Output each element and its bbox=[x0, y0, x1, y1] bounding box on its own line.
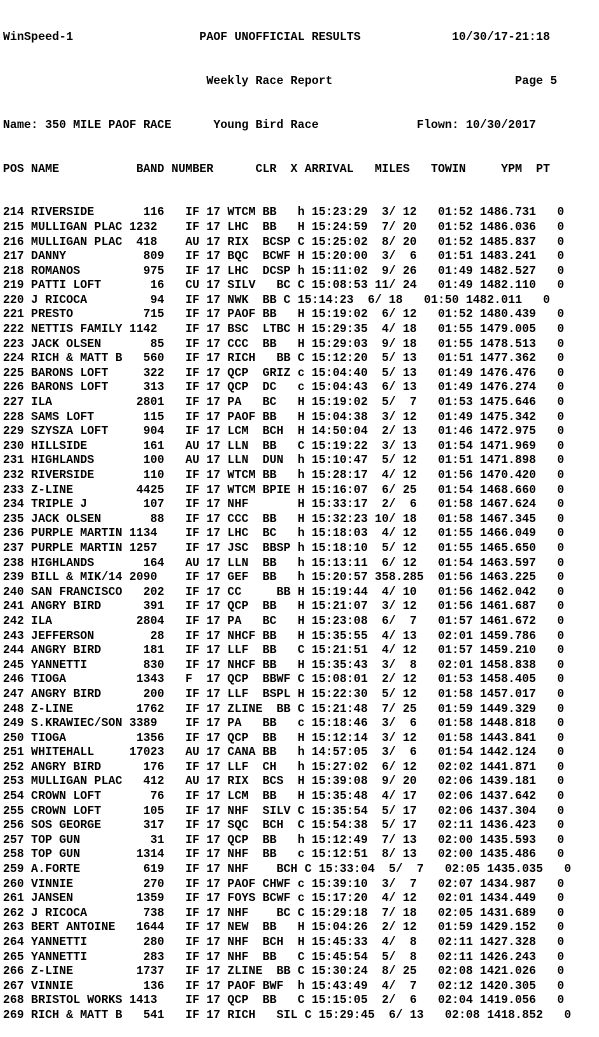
result-row: 234 TRIPLE J 107 IF 17 NHF H 15:33:17 2/ 6 01:58 1467.624 0 bbox=[3, 497, 565, 512]
result-row: 247 ANGRY BIRD 200 IF 17 LLF BSPL H 15:22:30 5/ 12 01:58 1457.017 0 bbox=[3, 686, 565, 701]
report-header-line-3: Name: 350 MILE PAOF RACE Young Bird Race Flown: 10/30/2017 bbox=[3, 117, 537, 132]
result-row: 220 J RICOCA 94 IF 17 NWK BB C 15:14:23 6/ 18 01:50 1482.011 0 bbox=[3, 292, 551, 307]
column-headers: POS NAME BAND NUMBER CLR X ARRIVAL MILES TOWIN YPM PT bbox=[3, 161, 551, 176]
result-row: 238 HIGHLANDS 164 AU 17 LLN BB h 15:13:11 6/ 12 01:54 1463.597 0 bbox=[3, 555, 565, 570]
result-row: 224 RICH & MATT B 560 IF 17 RICH BB C 15:12:20 5/ 13 01:51 1477.362 0 bbox=[3, 351, 565, 366]
result-row: 226 BARONS LOFT 313 IF 17 QCP DC c 15:04:43 6/ 13 01:49 1476.274 0 bbox=[3, 380, 565, 395]
result-row: 233 Z-LINE 4425 IF 17 WTCM BPIE H 15:16:07 6/ 25 01:54 1468.660 0 bbox=[3, 482, 565, 497]
result-row: 245 YANNETTI 830 IF 17 NHCF BB H 15:35:43 3/ 8 02:01 1458.838 0 bbox=[3, 657, 565, 672]
result-row: 237 PURPLE MARTIN 1257 IF 17 JSC BBSP h 15:18:10 5/ 12 01:55 1465.650 0 bbox=[3, 540, 565, 555]
result-row: 229 SZYSZA LOFT 904 IF 17 LCM BCH H 14:50:04 2/ 13 01:46 1472.975 0 bbox=[3, 424, 565, 439]
result-row: 225 BARONS LOFT 322 IF 17 QCP GRIZ c 15:04:40 5/ 13 01:49 1476.476 0 bbox=[3, 365, 565, 380]
result-row: 256 SOS GEORGE 317 IF 17 SQC BCH C 15:54:38 5/ 17 02:11 1436.423 0 bbox=[3, 818, 565, 833]
race-report bbox=[3, 1, 571, 1037]
result-row: 221 PRESTO 715 IF 17 PAOF BB H 15:19:02 6/ 12 01:52 1480.439 0 bbox=[3, 307, 565, 322]
result-row: 215 MULLIGAN PLAC 1232 IF 17 LHC BB H 15:24:59 7/ 20 01:52 1486.036 0 bbox=[3, 219, 565, 234]
result-row: 214 RIVERSIDE 116 IF 17 WTCM BB h 15:23:29 3/ 12 01:52 1486.731 0 bbox=[3, 205, 565, 220]
result-row: 257 TOP GUN 31 IF 17 QCP BB h 15:12:49 7/ 13 02:00 1435.593 0 bbox=[3, 832, 565, 847]
result-row: 236 PURPLE MARTIN 1134 IF 17 LHC BC h 15:18:03 4/ 12 01:55 1466.049 0 bbox=[3, 526, 565, 541]
result-row: 261 JANSEN 1359 IF 17 FOYS BCWF c 15:17:20 4/ 12 02:01 1434.449 0 bbox=[3, 891, 565, 906]
result-row: 244 ANGRY BIRD 181 IF 17 LLF BB C 15:21:51 4/ 12 01:57 1459.210 0 bbox=[3, 643, 565, 658]
result-row: 228 SAMS LOFT 115 IF 17 PAOF BB H 15:04:38 3/ 12 01:49 1475.342 0 bbox=[3, 409, 565, 424]
result-row: 260 VINNIE 270 IF 17 PAOF CHWF c 15:39:10 3/ 7 02:07 1434.987 0 bbox=[3, 876, 565, 891]
result-row: 264 YANNETTI 280 IF 17 NHF BCH H 15:45:33 4/ 8 02:11 1427.328 0 bbox=[3, 935, 565, 949]
result-row: 255 CROWN LOFT 105 IF 17 NHF SILV C 15:35:54 5/ 17 02:06 1437.304 0 bbox=[3, 803, 565, 818]
result-row: 223 JACK OLSEN 85 IF 17 CCC BB H 15:29:03 9/ 18 01:55 1478.513 0 bbox=[3, 336, 565, 351]
result-row: 235 JACK OLSEN 88 IF 17 CCC BB H 15:32:23 10/ 18 01:58 1467.345 0 bbox=[3, 511, 565, 526]
result-row: 219 PATTI LOFT 16 CU 17 SILV BC C 15:08:53 11/ 24 01:49 1482.110 0 bbox=[3, 278, 565, 293]
result-row: 262 J RICOCA 738 IF 17 NHF BC C 15:29:18 7/ 18 02:05 1431.689 0 bbox=[3, 905, 565, 920]
result-row: 218 ROMANOS 975 IF 17 LHC DCSP h 15:11:02 9/ 26 01:49 1482.527 0 bbox=[3, 263, 565, 278]
result-row: 265 YANNETTI 283 IF 17 NHF BB C 15:45:54 5/ 8 02:11 1426.243 0 bbox=[3, 949, 565, 964]
result-row: 231 HIGHLANDS 100 AU 17 LLN DUN h 15:10:47 5/ 12 01:51 1471.898 0 bbox=[3, 453, 565, 468]
result-row: 243 JEFFERSON 28 IF 17 NHCF BB H 15:35:55 4/ 13 02:01 1459.786 0 bbox=[3, 628, 565, 643]
result-row: 239 BILL & MIK/14 2090 IF 17 GEF BB h 15:20:57 358.285 01:56 1463.225 0 bbox=[3, 570, 565, 585]
result-row: 217 DANNY 809 IF 17 BQC BCWF H 15:20:00 3/ 6 01:51 1483.241 0 bbox=[3, 249, 565, 264]
result-row: 268 BRISTOL WORKS 1413 IF 17 QCP BB C 15:15:05 2/ 6 02:04 1419.056 0 bbox=[3, 993, 565, 1008]
result-row: 258 TOP GUN 1314 IF 17 NHF BB c 15:12:51 8/ 13 02:00 1435.486 0 bbox=[3, 847, 565, 862]
result-row: 267 VINNIE 136 IF 17 PAOF BWF h 15:43:49 4/ 7 02:12 1420.305 0 bbox=[3, 978, 565, 993]
result-row: 230 HILLSIDE 161 AU 17 LLN BB C 15:19:22 3/ 13 01:54 1471.969 0 bbox=[3, 438, 565, 453]
result-row: 248 Z-LINE 1762 IF 17 ZLINE BB C 15:21:48 7/ 25 01:59 1449.329 0 bbox=[3, 701, 565, 716]
result-row: 250 TIOGA 1356 IF 17 QCP BB H 15:12:14 3/ 12 01:58 1443.841 0 bbox=[3, 730, 565, 745]
result-row: 240 SAN FRANCISCO 202 IF 17 CC BB H 15:19:44 4/ 10 01:56 1462.042 0 bbox=[3, 584, 565, 599]
result-row: 232 RIVERSIDE 110 IF 17 WTCM BB h 15:28:17 4/ 12 01:56 1470.420 0 bbox=[3, 468, 565, 482]
result-row: 251 WHITEHALL 17023 AU 17 CANA BB h 14:57:05 3/ 6 01:54 1442.124 0 bbox=[3, 745, 565, 760]
result-row: 241 ANGRY BIRD 391 IF 17 QCP BB H 15:21:07 3/ 12 01:56 1461.687 0 bbox=[3, 599, 565, 614]
result-row: 227 ILA 2801 IF 17 PA BC H 15:19:02 5/ 7 01:53 1475.646 0 bbox=[3, 395, 565, 410]
report-header-line-1: WinSpeed-1 PAOF UNOFFICIAL RESULTS 10/30/17-21:18 bbox=[3, 30, 551, 45]
result-row: 246 TIOGA 1343 F 17 QCP BBWF C 15:08:01 2/ 12 01:53 1458.405 0 bbox=[3, 672, 565, 687]
results-table bbox=[3, 205, 571, 1022]
result-row: 242 ILA 2804 IF 17 PA BC H 15:23:08 6/ 7 01:57 1461.672 0 bbox=[3, 613, 565, 628]
result-row: 266 Z-LINE 1737 IF 17 ZLINE BB C 15:30:24 8/ 25 02:08 1421.026 0 bbox=[3, 964, 565, 979]
result-row: 249 S.KRAWIEC/SON 3389 IF 17 PA BB c 15:18:46 3/ 6 01:58 1448.818 0 bbox=[3, 716, 565, 731]
result-row: 253 MULLIGAN PLAC 412 AU 17 RIX BCS H 15:39:08 9/ 20 02:06 1439.181 0 bbox=[3, 774, 565, 789]
result-row: 216 MULLIGAN PLAC 418 AU 17 RIX BCSP C 15:25:02 8/ 20 01:52 1485.837 0 bbox=[3, 234, 565, 249]
report-header-line-2: Weekly Race Report Page 5 bbox=[3, 73, 558, 88]
result-row: 222 NETTIS FAMILY 1142 IF 17 BSC LTBC H 15:29:35 4/ 18 01:55 1479.005 0 bbox=[3, 322, 565, 337]
result-row: 269 RICH & MATT B 541 IF 17 RICH SIL C 15:29:45 6/ 13 02:08 1418.852 0 bbox=[3, 1007, 572, 1022]
result-row: 259 A.FORTE 619 IF 17 NHF BCH C 15:33:04 5/ 7 02:05 1435.035 0 bbox=[3, 862, 572, 877]
result-row: 254 CROWN LOFT 76 IF 17 LCM BB H 15:35:48 4/ 17 02:06 1437.642 0 bbox=[3, 789, 565, 804]
result-row: 263 BERT ANTOINE 1644 IF 17 NEW BB H 15:04:26 2/ 12 01:59 1429.152 0 bbox=[3, 920, 565, 935]
result-row: 252 ANGRY BIRD 176 IF 17 LLF CH h 15:27:02 6/ 12 02:02 1441.871 0 bbox=[3, 759, 565, 774]
